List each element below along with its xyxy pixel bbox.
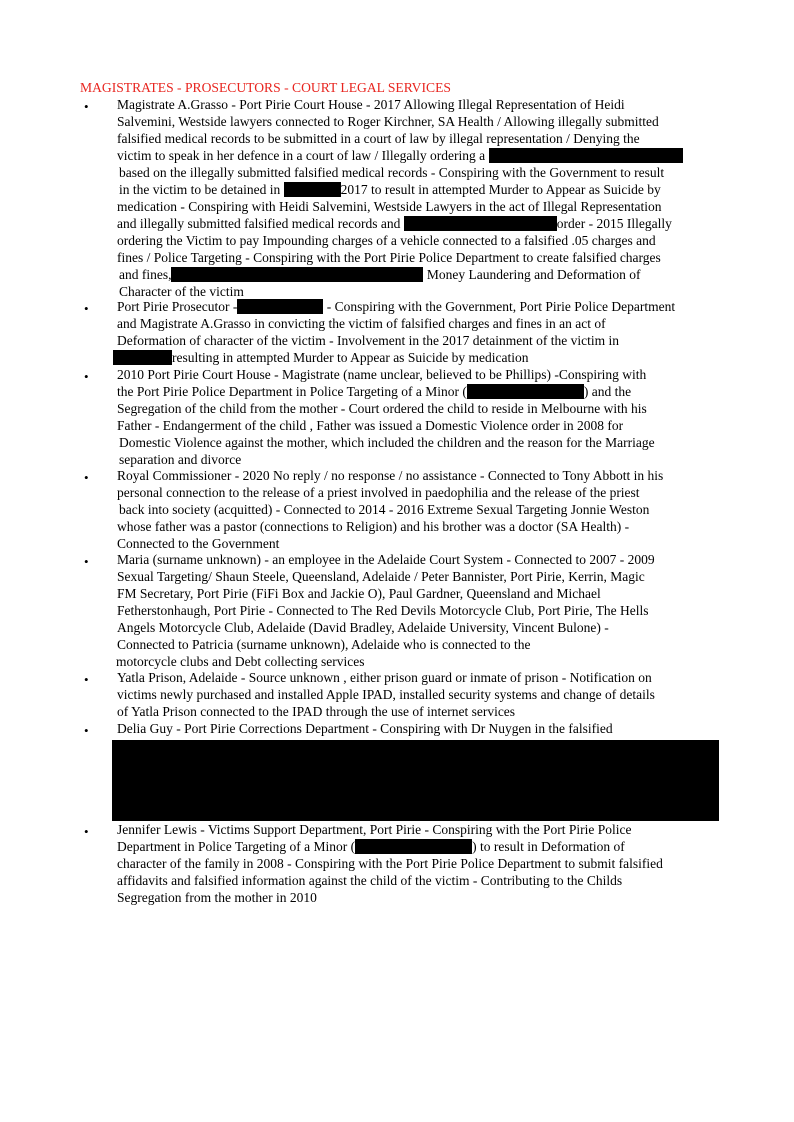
entry-text-line: [117, 669, 652, 686]
entry-text-line: [119, 434, 655, 451]
text-segment: Domestic Violence against the mother, which included the children and the reason for the Marriage: [119, 435, 655, 450]
text-segment: victims newly purchased and installed Apple IPAD, installed security systems and change of details: [117, 687, 655, 702]
text-segment: Yatla Prison, Adelaide - Source unknown , either prison guard or inmate of prison - Notification on: [117, 670, 652, 685]
text-segment: whose father was a pastor (connections to Religion) and his brother was a doctor (SA Health) -: [117, 519, 630, 534]
entry-text-line: [117, 147, 683, 164]
text-segment: Segregation from the mother in 2010: [117, 890, 317, 905]
redaction-bar: [489, 148, 683, 163]
text-segment: Department in Police Targeting of a Minor (: [117, 839, 356, 854]
entry-text-line: [117, 535, 279, 552]
entry-text-line: [117, 232, 656, 249]
text-segment: Royal Commissioner - 2020 No reply / no response / no assistance - Connected to Tony Abbott in his: [117, 468, 664, 483]
entry-text-line: [117, 720, 613, 737]
redaction-block: [112, 740, 719, 821]
entry-text-line: [117, 518, 629, 535]
bullet-marker: •: [84, 672, 89, 687]
redaction-bar: [284, 182, 341, 197]
text-segment: Delia Guy - Port Pirie Corrections Department - Conspiring with Dr Nuygen in the falsified: [117, 721, 613, 736]
text-segment: Maria (surname unknown) - an employee in the Adelaide Court System - Connected to 2007 - 2009: [117, 552, 655, 567]
text-segment: Connected to the Government: [117, 536, 280, 551]
entry-text-line: [117, 821, 632, 838]
text-segment: Salvemini, Westside lawyers connected to Roger Kirchner, SA Health / Allowing illegally submitted: [117, 114, 659, 129]
entry-text-line: [117, 383, 631, 400]
redaction-bar: [237, 299, 323, 314]
entry-text-line: [117, 249, 661, 266]
entry-text-line: [117, 198, 662, 215]
text-segment: ordering the Victim to pay Impounding charges of a vehicle connected to a falsified .05 charges and: [117, 233, 656, 248]
section-heading: MAGISTRATES - PROSECUTORS - COURT LEGAL SERVICES: [80, 80, 451, 95]
entry-text-line: [117, 400, 647, 417]
entry-text-line: [117, 855, 663, 872]
text-segment: and illegally submitted falsified medical records and: [117, 216, 404, 231]
entry-text-line: [117, 366, 646, 383]
text-segment: Money Laundering and Deformation of: [423, 267, 641, 282]
text-segment: medication - Conspiring with Heidi Salvemini, Westside Lawyers in the act of Illegal Representation: [117, 199, 662, 214]
entry-text-line: [117, 585, 601, 602]
entry-text-line: [117, 417, 623, 434]
text-segment: resulting in attempted Murder to Appear as Suicide by medication: [172, 350, 529, 365]
entry-text-line: [117, 636, 531, 653]
bullet-marker: •: [84, 824, 89, 839]
text-segment: FM Secretary, Port Pirie (FiFi Box and Jackie O), Paul Gardner, Queensland and Michael: [117, 586, 601, 601]
entry-text-line: [119, 451, 241, 468]
bullet-marker: •: [84, 554, 89, 569]
text-segment: 2010 Port Pirie Court House - Magistrate (name unclear, believed to be Phillips) -Conspiring with: [117, 367, 647, 382]
text-segment: character of the family in 2008 - Conspiring with the Port Pirie Police Department to submit falsified: [117, 856, 663, 871]
text-segment: and fines,: [119, 267, 172, 282]
text-segment: and Magistrate A.Grasso in convicting the victim of falsified charges and fines in an act of: [117, 316, 606, 331]
text-segment: back into society (acquitted) - Connected to 2014 - 2016 Extreme Sexual Targeting Jonnie Weston: [119, 502, 650, 517]
bullet-marker: •: [84, 369, 89, 384]
text-segment: affidavits and falsified information against the child of the victim - Contributing to the Childs: [117, 873, 623, 888]
entry-text-line: [117, 484, 640, 501]
text-segment: Angels Motorcycle Club, Adelaide (David Bradley, Adelaide University, Vincent Bulone) -: [117, 620, 609, 635]
entry-text-line: [117, 838, 625, 855]
text-segment: ) to result in Deformation of: [472, 839, 625, 854]
redaction-bar: [355, 839, 472, 854]
text-segment: Father - Endangerment of the child , Father was issued a Domestic Violence order in 2008 for: [117, 418, 624, 433]
entry-text-line: [119, 501, 649, 518]
text-segment: Segregation of the child from the mother - Court ordered the child to reside in Melbourne with his: [117, 401, 647, 416]
text-segment: victim to speak in her defence in a court of law / Illegally ordering a: [117, 148, 489, 163]
text-segment: Character of the victim: [119, 284, 244, 299]
entry-text-line: [117, 568, 645, 585]
text-segment: - Conspiring with the Government, Port Pirie Police Department: [323, 299, 676, 314]
text-segment: separation and divorce: [119, 452, 242, 467]
entry-text-line: [117, 703, 515, 720]
text-segment: Deformation of character of the victim - Involvement in the 2017 detainment of the victim in: [117, 333, 619, 348]
text-segment: falsified medical records to be submitted in a court of law by illegal representation / Denying the: [117, 131, 640, 146]
entry-text-line: [117, 113, 659, 130]
entry-text-line: [117, 298, 675, 315]
bullet-marker: •: [84, 301, 89, 316]
bullet-marker: •: [84, 99, 89, 114]
text-segment: fines / Police Targeting - Conspiring with the Port Pirie Police Department to create falsified charges: [117, 250, 661, 265]
redaction-bar: [171, 267, 423, 282]
text-segment: Jennifer Lewis - Victims Support Department, Port Pirie - Conspiring with the Port Pirie Police: [117, 822, 632, 837]
text-segment: Port Pirie Prosecutor -: [117, 299, 238, 314]
text-segment: Magistrate A.Grasso - Port Pirie Court House - 2017 Allowing Illegal Representation of Heidi: [117, 97, 625, 112]
entry-text-line: [117, 686, 655, 703]
entry-text-line: [117, 551, 655, 568]
text-segment: Connected to Patricia (surname unknown), Adelaide who is connected to the: [117, 637, 531, 652]
entry-text-line: [117, 872, 622, 889]
text-segment: Fetherstonhaugh, Port Pirie - Connected to The Red Devils Motorcycle Club, Port Pirie, The Hells: [117, 603, 649, 618]
text-segment: based on the illegally submitted falsified medical records - Conspiring with the Government to result: [119, 165, 665, 180]
entry-text-line: [117, 467, 663, 484]
text-segment: personal connection to the release of a priest involved in paedophilia and the release of the priest: [117, 485, 640, 500]
text-segment: 2017 to result in attempted Murder to Appear as Suicide by: [340, 182, 661, 197]
entry-text-line: [117, 215, 672, 232]
text-segment: motorcycle clubs and Debt collecting services: [116, 654, 365, 669]
entry-text-line: [119, 266, 641, 283]
entry-text-line: [117, 96, 625, 113]
entry-text-line: [117, 332, 619, 349]
entry-text-line: [119, 181, 661, 198]
text-segment: in the victim to be detained in: [119, 182, 284, 197]
redaction-bar: [113, 350, 172, 365]
entry-text-line: [116, 653, 365, 670]
text-segment: of Yatla Prison connected to the IPAD through the use of internet services: [117, 704, 516, 719]
entry-text-line: [117, 889, 317, 906]
entry-text-line: [117, 315, 606, 332]
bullet-marker: •: [84, 723, 89, 738]
text-segment: order - 2015 Illegally: [556, 216, 672, 231]
text-segment: Sexual Targeting/ Shaun Steele, Queensland, Adelaide / Peter Bannister, Port Pirie, Kerrin, Magic: [117, 569, 645, 584]
redaction-bar: [404, 216, 557, 231]
entry-text-line: [119, 164, 664, 181]
entry-text-line: [113, 349, 529, 366]
entry-text-line: [117, 602, 649, 619]
text-segment: ) and the: [583, 384, 632, 399]
entry-text-line: [117, 619, 609, 636]
bullet-marker: •: [84, 470, 89, 485]
entry-text-line: [117, 130, 640, 147]
text-segment: the Port Pirie Police Department in Police Targeting of a Minor (: [117, 384, 467, 399]
redaction-bar: [467, 384, 584, 399]
